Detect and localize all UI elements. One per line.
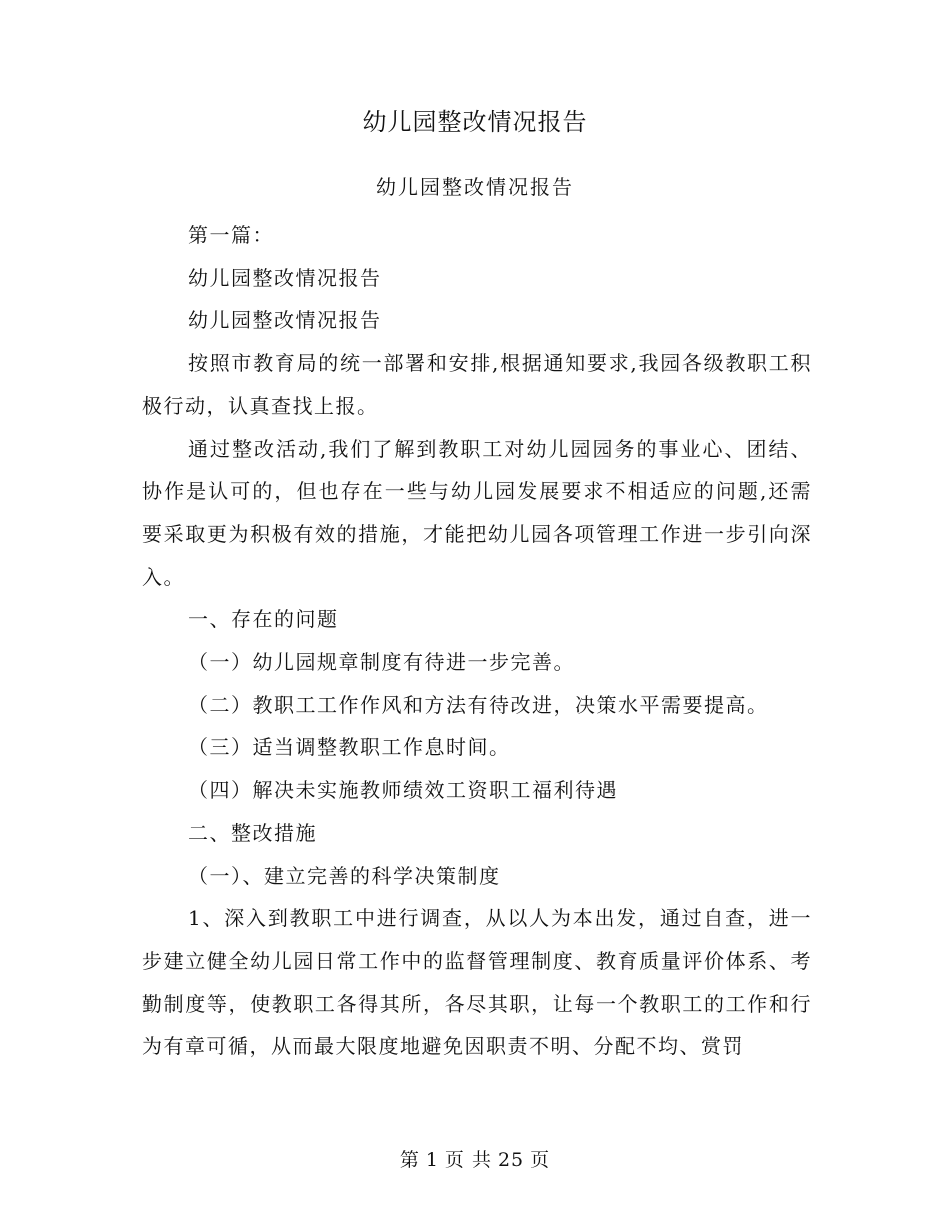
- page-label-suffix: 页: [530, 1149, 551, 1171]
- paragraph: 幼儿园整改情况报告: [188, 265, 382, 290]
- list-item: （一）幼儿园规章制度有待进一步完善。: [188, 650, 575, 675]
- page-label-prefix: 第: [399, 1149, 420, 1171]
- paragraph: 第一篇：: [188, 223, 274, 247]
- section-heading: 二、整改措施: [188, 820, 317, 845]
- list-item: （二）教职工工作作风和方法有待改进，决策水平需要提高。: [188, 692, 769, 717]
- document-subtitle: 幼儿园整改情况报告: [376, 175, 574, 199]
- list-item: （四）解决未实施教师绩效工资职工福利待遇: [188, 778, 618, 803]
- paragraph: 通过整改活动,我们了解到教职工对幼儿园园务的事业心、团结、协作是认可的，但也存在一些与幼儿园发展要求不相适应的问题,还需要采取更为积极有效的措施，才能把幼儿园各项管理工作进一步引向深入。: [142, 436, 812, 589]
- document-body: [142, 214, 812, 1068]
- page-footer: [0, 1146, 950, 1174]
- section-heading: 一、存在的问题: [188, 607, 339, 632]
- document-title: 幼儿园整改情况报告: [362, 108, 588, 136]
- current-page-number: 1: [425, 1149, 439, 1171]
- page-label-mid: 页 共: [444, 1149, 492, 1171]
- paragraph: 1、深入到教职工中进行调查，从以人为本出发，通过自查，进一步建立健全幼儿园日常工作中的监督管理制度、教育质量评价体系、考勤制度等，使教职工各得其所，各尽其职，让每一个教职工的工作和行为有章可循，从而最大限度地避免因职责不明、分配不均、赏罚: [142, 906, 812, 1059]
- list-item: （三）适当调整教职工作息时间。: [188, 735, 511, 760]
- subsection-heading: （一）、建立完善的科学决策制度: [188, 863, 501, 888]
- paragraph: 按照市教育局的统一部署和安排,根据通知要求,我园各级教职工积极行动，认真查找上报。: [142, 351, 812, 418]
- paragraph: 幼儿园整改情况报告: [188, 308, 382, 333]
- total-pages-number: 25: [497, 1149, 525, 1171]
